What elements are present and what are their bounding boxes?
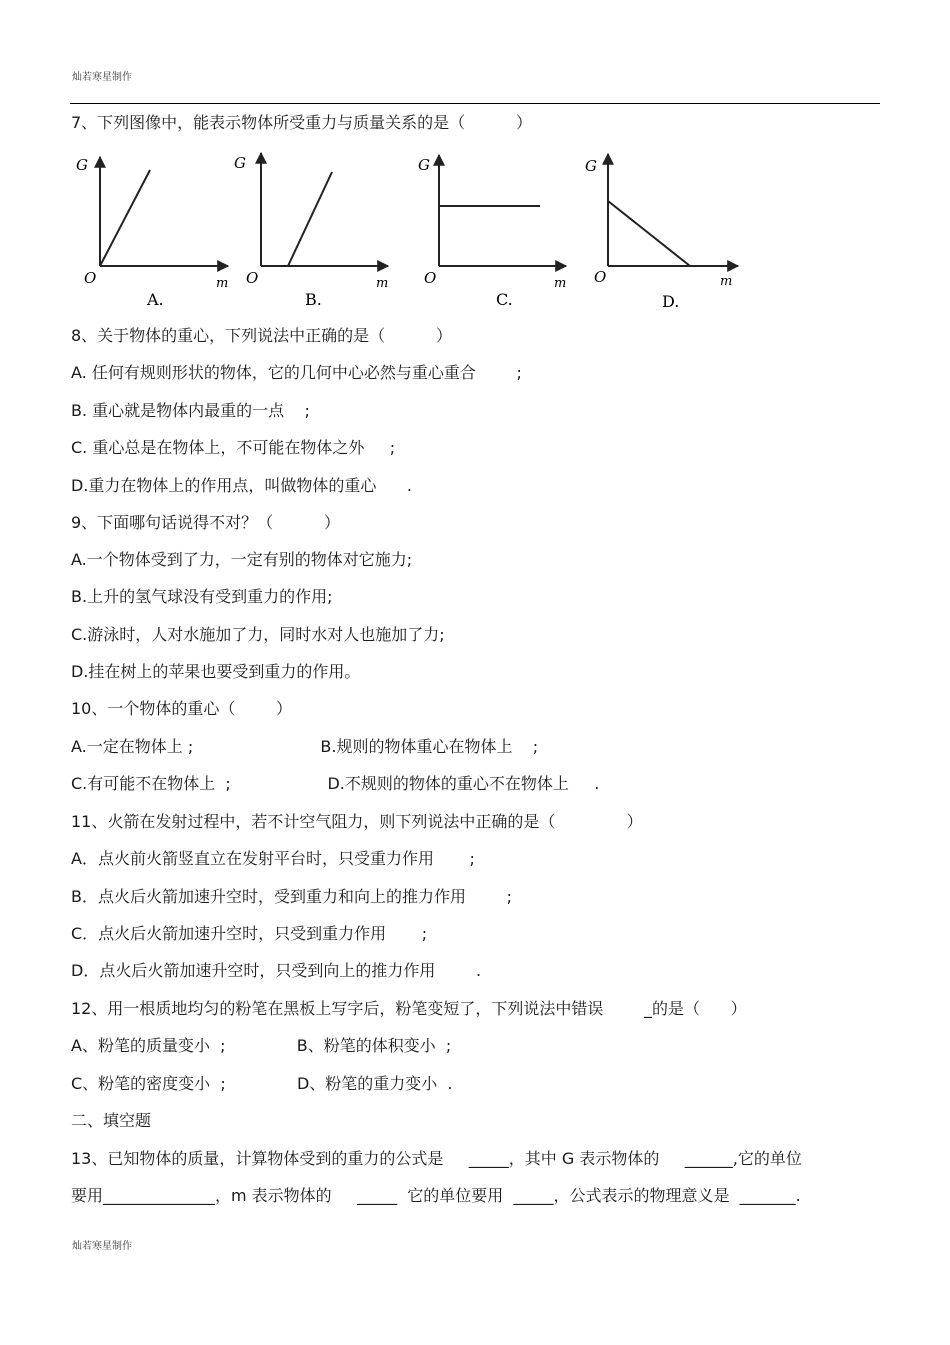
graph-b-x-label: m [376,276,389,291]
graph-c-origin-label: O [424,269,437,287]
question-11-option-c: C．点火后火箭加速升空时，只受到重力作用 ; [71,924,428,943]
question-8-option-d: D.重力在物体上的作用点，叫做物体的重心 . [71,476,413,495]
question-10-options-ab: A.一定在物体上 ; B.规则的物体重心在物体上 ; [71,737,539,756]
question-8-option-b: B. 重心就是物体内最重的一点 ; [71,401,310,420]
footer-watermark: 灿若寒星制作 [72,1241,132,1252]
question-9-option-b: B.上升的氢气球没有受到重力的作用; [71,587,333,606]
question-8-option-c: C. 重心总是在物体上，不可能在物体之外 ; [71,438,396,457]
graph-b-y-label: G [234,154,246,172]
question-12-options-cd: C、粉笔的密度变小 ; D、粉笔的重力变小 . [71,1074,453,1093]
question-7-graphs [70,145,760,320]
graph-c-x-label: m [554,276,567,291]
graph-b-line [288,172,332,266]
question-9-option-d: D.挂在树上的苹果也要受到重力的作用。 [71,662,361,681]
graph-b-origin-label: O [246,269,259,287]
question-10-options-cd: C.有可能不在物体上 ; D.不规则的物体的重心不在物体上 . [71,774,600,793]
question-8-stem: 8、关于物体的重心，下列说法中正确的是（ ） [71,326,453,345]
question-10-stem: 10、一个物体的重心（ ） [71,699,293,718]
graph-d-origin-label: O [594,268,607,286]
graph-a [76,156,228,309]
graph-d-caption: D. [662,292,680,311]
graph-a-line [100,170,150,266]
graph-c-y-label: G [418,156,430,174]
question-11-option-d: D．点火后火箭加速升空时，只受到向上的推力作用 . [71,961,482,980]
question-11-stem: 11、火箭在发射过程中，若不计空气阻力，则下列说法中正确的是（ ） [71,812,643,831]
question-9-option-a: A.一个物体受到了力，一定有别的物体对它施力; [71,550,413,569]
question-12-options-ab: A、粉笔的质量变小 ; B、粉笔的体积变小 ; [71,1036,452,1055]
question-9-option-c: C.游泳时，人对水施加了力，同时水对人也施加了力; [71,625,445,644]
graph-a-y-label: G [76,156,88,174]
graph-b [234,153,388,309]
question-13-line-1: 13、已知物体的质量，计算物体受到的重力的公式是 _____，其中 G 表示物体的 ______,它的单位 [71,1149,802,1168]
graph-c [418,155,566,309]
graph-d-y-label: G [585,157,597,175]
header-divider [70,103,880,104]
graph-b-caption: B. [305,290,322,309]
graph-c-caption: C. [496,290,513,309]
question-9-stem: 9、下面哪句话说得不对？（ ） [71,513,341,532]
graph-d-line [608,201,690,266]
question-11-option-b: B．点火后火箭加速升空时，受到重力和向上的推力作用 ; [71,887,513,906]
header-watermark: 灿若寒星制作 [72,72,132,83]
question-7-stem: 7、下列图像中，能表示物体所受重力与质量关系的是（ ） [71,113,533,132]
graph-d [585,154,738,311]
graph-a-origin-label: O [84,269,97,287]
graph-d-x-label: m [720,274,733,289]
question-13-line-2: 要用______________，m 表示物体的 _____ 它的单位要用 _____，公式表示的物理意义是 _______. [71,1186,801,1205]
question-12-stem: 12、用一根质地均匀的粉笔在黑板上写字后，粉笔变短了，下列说法中错误 _的是（ ） [71,999,747,1018]
graph-a-x-label: m [216,276,229,291]
question-11-option-a: A．点火前火箭竖直立在发射平台时，只受重力作用 ; [71,849,475,868]
section-heading-fill-in: 二、填空题 [71,1111,152,1130]
question-8-option-a: A. 任何有规则形状的物体，它的几何中心必然与重心重合 ; [71,363,522,382]
graph-a-caption: A. [147,290,164,309]
